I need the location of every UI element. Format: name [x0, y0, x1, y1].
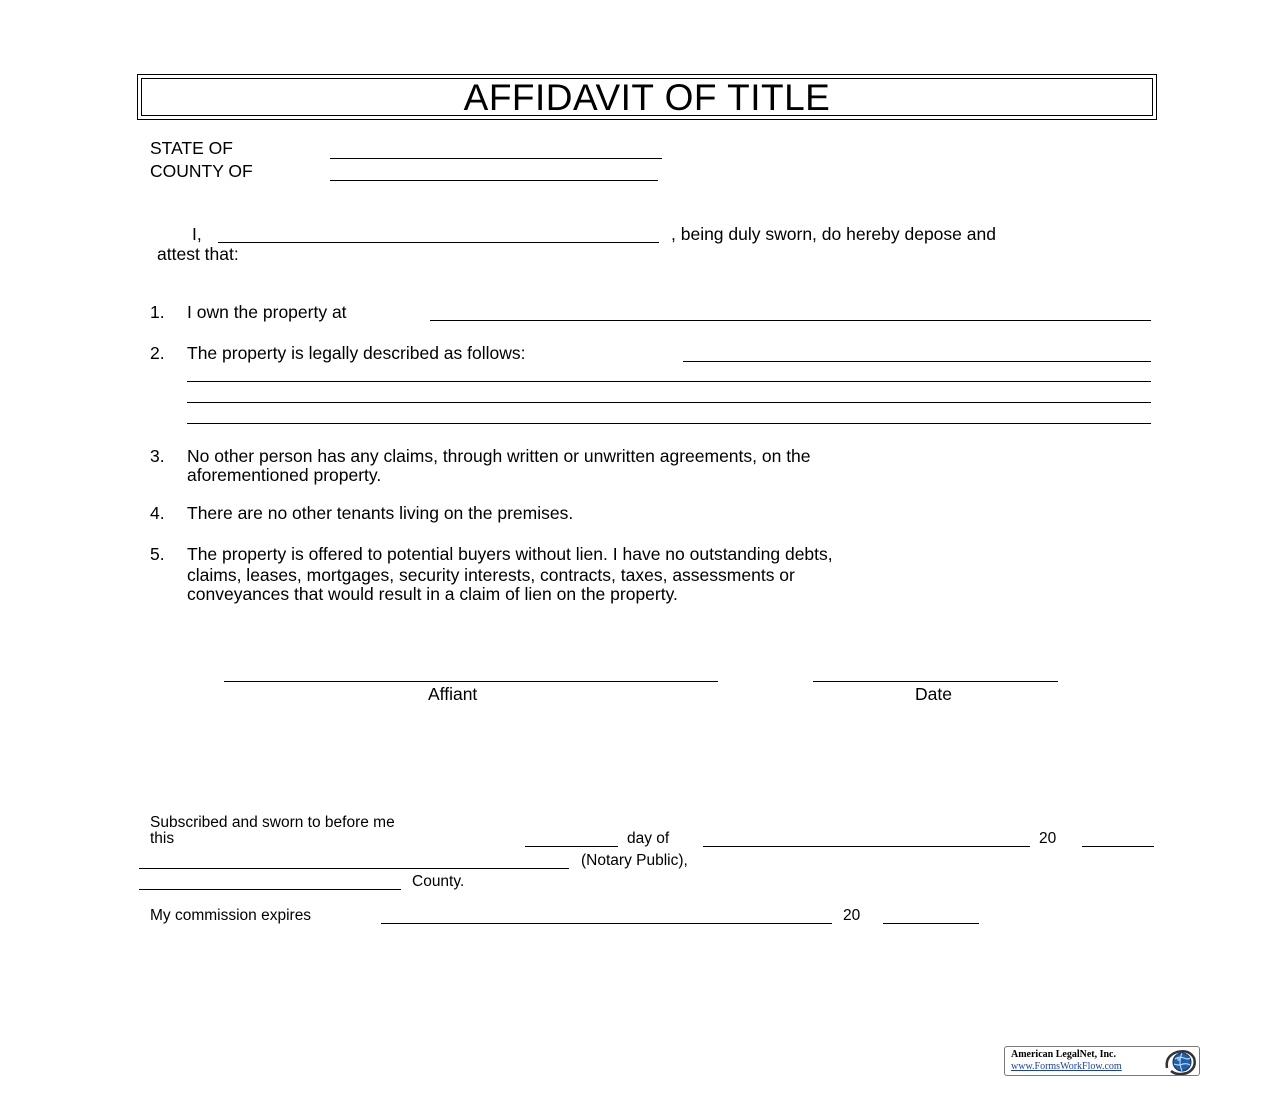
county-input[interactable] — [330, 162, 658, 180]
intro-prefix: I, — [192, 224, 202, 244]
state-input[interactable] — [330, 140, 662, 158]
affiant-signature-line — [224, 681, 718, 682]
year-prefix: 20 — [1039, 830, 1057, 847]
page-title: AFFIDAVIT OF TITLE — [463, 76, 831, 118]
state-field-line — [330, 158, 662, 159]
commission-year-line — [883, 923, 979, 924]
subscribed-line-2: this — [150, 830, 175, 847]
legal-description-input-4[interactable] — [187, 405, 1151, 423]
notary-public-label: (Notary Public), — [581, 852, 688, 869]
year-input[interactable] — [1082, 828, 1154, 846]
legal-description-input-1[interactable] — [683, 343, 1151, 361]
month-line — [703, 846, 1030, 847]
year-line — [1082, 846, 1154, 847]
day-input[interactable] — [525, 828, 618, 846]
item-3-line-1: No other person has any claims, through written or unwritten agreements, on the — [187, 446, 811, 466]
item-4-text: There are no other tenants living on the premises. — [187, 503, 574, 523]
legal-description-input-2[interactable] — [187, 363, 1151, 381]
title-inner-border — [141, 78, 1153, 116]
date-input[interactable] — [813, 662, 1058, 681]
commission-date-line — [381, 923, 832, 924]
property-address-input[interactable] — [430, 302, 1151, 320]
item-1-number: 1. — [150, 302, 165, 322]
county-suffix-label: County. — [412, 873, 465, 890]
item-3-line-2: aforementioned property. — [187, 465, 382, 485]
item-5-line-3: conveyances that would result in a claim of lien on the property. — [187, 584, 678, 604]
day-of-label: day of — [627, 830, 670, 847]
notary-county-line — [139, 889, 401, 890]
legal-description-input-3[interactable] — [187, 384, 1151, 402]
affiant-name-input[interactable] — [218, 224, 659, 242]
legal-description-line-1 — [683, 361, 1151, 362]
logo-company-name: American LegalNet, Inc. — [1011, 1049, 1116, 1060]
county-field-line — [330, 180, 658, 181]
intro-suffix: , being duly sworn, do hereby depose and — [671, 224, 996, 244]
legal-description-line-4 — [187, 423, 1151, 424]
affiant-name-line — [218, 242, 659, 243]
affiant-signature-input[interactable] — [224, 662, 718, 681]
affiant-label: Affiant — [428, 684, 478, 704]
item-2-text: The property is legally described as follows: — [187, 343, 526, 363]
day-line — [525, 846, 618, 847]
commission-date-input[interactable] — [381, 905, 832, 923]
date-label: Date — [915, 684, 952, 704]
american-legalnet-logo[interactable] — [1004, 1046, 1200, 1076]
subscribed-line-1: Subscribed and sworn to before me — [150, 814, 395, 831]
county-label: COUNTY OF — [150, 161, 253, 181]
legal-description-line-3 — [187, 402, 1151, 403]
title-box — [137, 74, 1157, 120]
notary-public-line — [139, 868, 569, 869]
logo-website-link[interactable]: www.FormsWorkFlow.com — [1011, 1061, 1122, 1072]
commission-label: My commission expires — [150, 907, 312, 924]
item-3-number: 3. — [150, 446, 165, 466]
state-label: STATE OF — [150, 138, 233, 158]
item-5-line-2: claims, leases, mortgages, security interests, contracts, taxes, assessments or — [187, 565, 795, 585]
item-1-text: I own the property at — [187, 302, 347, 322]
date-signature-line — [813, 681, 1058, 682]
globe-icon — [1163, 1048, 1197, 1075]
notary-public-input[interactable] — [139, 850, 569, 868]
month-input[interactable] — [703, 828, 1030, 846]
legal-description-line-2 — [187, 381, 1151, 382]
commission-year-prefix: 20 — [843, 907, 861, 924]
property-address-line — [430, 320, 1151, 321]
item-5-line-1: The property is offered to potential buyers without lien. I have no outstanding debts, — [187, 544, 833, 564]
intro-continuation: attest that: — [157, 244, 239, 264]
commission-year-input[interactable] — [883, 905, 979, 923]
item-2-number: 2. — [150, 343, 165, 363]
item-5-number: 5. — [150, 544, 165, 564]
item-4-number: 4. — [150, 503, 165, 523]
notary-county-input[interactable] — [139, 871, 401, 889]
